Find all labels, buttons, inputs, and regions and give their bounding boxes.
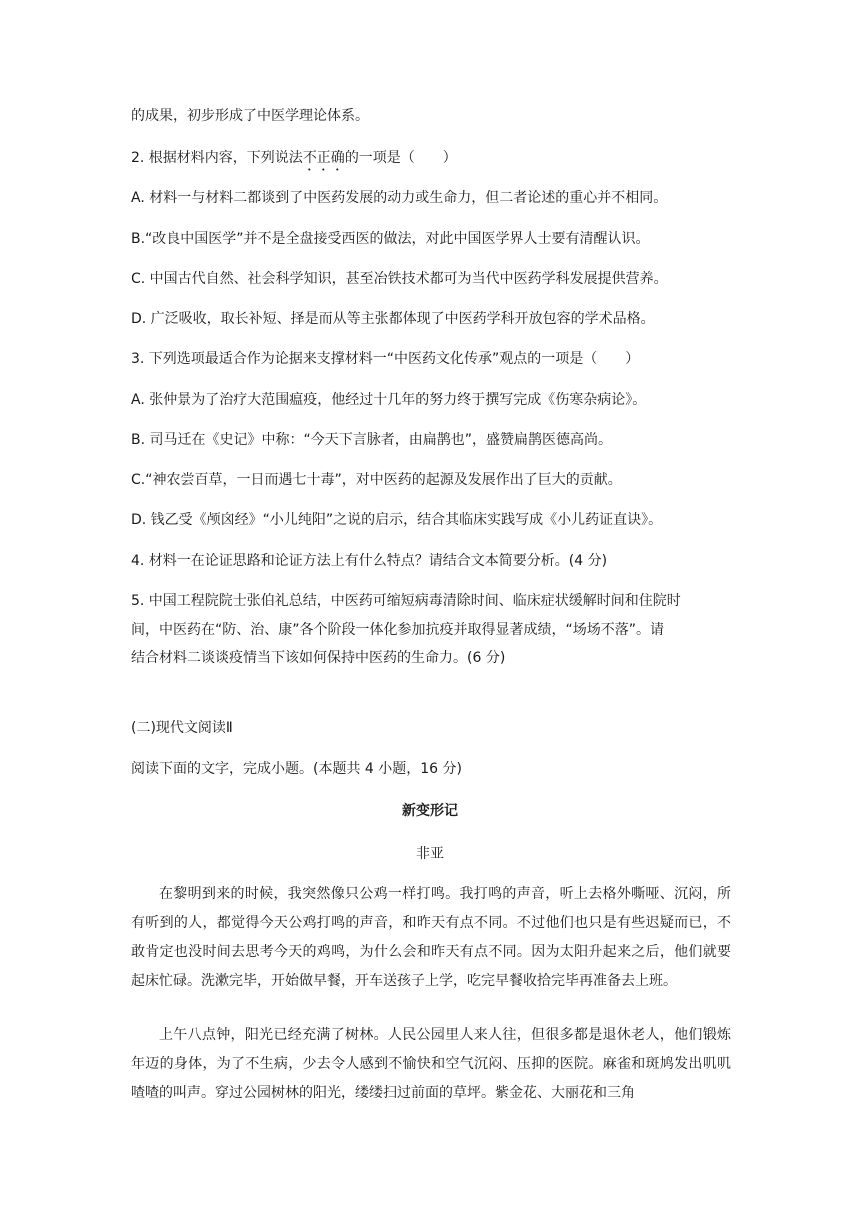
text-line: 的成果，初步形成了中医学理论体系。 [131, 108, 369, 124]
story-paragraph-1: 在黎明到来的时候，我突然像只公鸡一样打鸣。我打鸣的声音，听上去格外嘶哑、沉闷，所有听到的人，都觉得今天公鸡打鸣的声音，和昨天有点不同。不过他们也只是有些迟疑而已，不敢肯定也没时间去思考今天的鸡鸣，为什么会和昨天有点不同。因为太阳升起来之后，他们就要起床忙碌。洗漱完毕，开始做早餐，开车送孩子上学，吃完早餐收拾完毕再准备去上班。 [131, 886, 731, 989]
option-3d: D. 钱乙受《颅囟经》“小儿纯阳”之说的启示，结合其临床实践写成《小儿药证直诀》。 [131, 512, 663, 528]
question-2-suffix: 的一项是（ ） [344, 150, 457, 166]
option-2d: D. 广泛吸收，取长补短、择是而从等主张都体现了中医药学科开放包容的学术品格。 [131, 311, 655, 327]
question-2 [131, 148, 457, 174]
option-3c: C.“神农尝百草，一日而遇七十毒”，对中医药的起源及发展作出了巨大的贡献。 [131, 472, 622, 488]
story-paragraph-2: 上午八点钟，阳光已经充满了树林。人民公园里人来人往，但很多都是退休老人，他们锻炼年迈的身体，为了不生病，少去令人感到不愉快和空气沉闷、压抑的医院。麻雀和斑鸠发出叽叽喳喳的叫声。穿过公园树林的阳光，缕缕扫过前面的草坪。紫金花、大丽花和三角 [131, 1027, 731, 1101]
emphasized-text: 不正确 [302, 150, 345, 166]
section-heading: (二)现代文阅读Ⅱ [131, 720, 233, 736]
question-4: 4. 材料一在论证思路和论证方法上有什么特点？请结合文本简要分析。(4 分) [131, 553, 608, 569]
question-3: 3. 下列选项最适合作为论据来支撑材料一“中医药文化传承”观点的一项是（ ） [131, 351, 640, 367]
option-2b: B.“改良中国医学”并不是全盘接受西医的做法，对此中国医学界人士要有清醒认识。 [131, 231, 650, 247]
story-author: 非亚 [416, 846, 444, 862]
instruction-text: 阅读下面的文字，完成小题。(本题共 4 小题，16 分) [131, 761, 462, 777]
question-2-prefix: 2. 根据材料内容，下列说法 [131, 150, 303, 166]
story-title: 新变形记 [402, 803, 458, 819]
option-2a: A. 材料一与材料二都谈到了中医药发展的动力或生命力，但二者论述的重心并不相同。 [131, 190, 668, 206]
question-5-line-2: 间，中医药在“防、治、康”各个阶段一体化参加抗疫并取得显著成绩，“场场不落”。请 [131, 622, 665, 638]
question-5-line-3: 结合材料二谈谈疫情当下该如何保持中医药的生命力。(6 分) [131, 650, 506, 666]
question-5-line-1: 5. 中国工程院院士张伯礼总结，中医药可缩短病毒清除时间、临床症状缓解时间和住院时 [131, 593, 681, 609]
option-3a: A. 张仲景为了治疗大范围瘟疫，他经过十几年的努力终于撰写完成《伤寒杂病论》。 [131, 392, 647, 408]
option-2c: C. 中国古代自然、社会科学知识，甚至冶铁技术都可为当代中医药学科发展提供营养。 [131, 271, 668, 287]
option-3b: B. 司马迁在《史记》中称：“今天下言脉者，由扁鹊也”，盛赞扁鹊医德高尚。 [131, 432, 613, 448]
